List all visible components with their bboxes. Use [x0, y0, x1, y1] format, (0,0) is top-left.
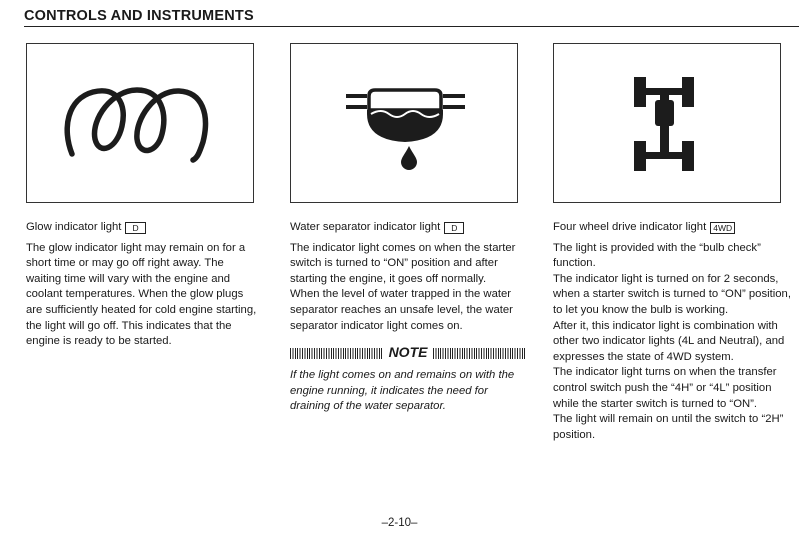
- water-separator-section: [290, 220, 526, 415]
- fourwd-paragraph: After it, this indicator light is combination with other two indicator lights (4L and Neutral), and expresses the state of 4WD system.: [553, 319, 785, 363]
- note-hatch-left: [290, 348, 383, 359]
- diesel-badge: D: [444, 222, 464, 234]
- fourwd-badge: 4WD: [710, 222, 735, 234]
- water-separator-paragraph: The indicator light comes on when the starter switch is turned to “ON” position and after starting the engine, it goes off normally.: [290, 241, 516, 285]
- glow-indicator-description: The glow indicator light may remain on for a short time or may go off right away. The waiting time will vary with the engine and coolant temperatures. When the glow plugs are sufficiently heated for cold engine starting, the light will go off. This indicates that the engine is ready to be started.: [26, 241, 257, 348]
- fourwd-indicator-caption: [553, 220, 793, 236]
- glow-indicator-title: Glow indicator light: [26, 221, 122, 233]
- water-separator-caption: [290, 220, 526, 236]
- note-label: NOTE: [388, 344, 428, 361]
- section-title: CONTROLS AND INSTRUMENTS: [24, 8, 254, 24]
- diesel-badge: D: [125, 222, 145, 234]
- glow-indicator-icon-box: [26, 43, 254, 203]
- glow-indicator-section: [26, 220, 260, 350]
- fourwd-indicator-icon-box: [553, 43, 781, 203]
- fourwd-paragraph: The light will remain on until the switch to “2H” position.: [553, 413, 784, 441]
- page-header: [24, 6, 799, 27]
- note-text: If the light comes on and remains on with the engine running, it indicates the need for draining of the water separator.: [290, 369, 515, 413]
- fourwd-indicator-title: Four wheel drive indicator light: [553, 221, 707, 233]
- fourwd-indicator-section: [553, 220, 793, 443]
- note-hatch-right: [433, 348, 526, 359]
- page-number: –2-10–: [381, 517, 418, 529]
- water-separator-icon-box: [290, 43, 518, 203]
- fourwd-paragraph: The light is provided with the “bulb check” function.: [553, 241, 761, 270]
- glow-plug-coil-icon: [27, 44, 255, 204]
- glow-indicator-caption: [26, 220, 260, 236]
- water-separator-title: Water separator indicator light: [290, 221, 441, 233]
- fourwd-paragraph: The indicator light is turned on for 2 seconds, when a starter switch is turned to “ON” position, to let you know the bulb is working.: [553, 272, 791, 316]
- water-separator-paragraph: When the level of water trapped in the water separator reaches an unsafe level, the water separator indicator light comes on.: [290, 288, 513, 332]
- four-wheel-drive-chassis-icon: [554, 44, 782, 204]
- water-separator-icon: [291, 44, 519, 204]
- fourwd-paragraph: The indicator light turns on when the transfer control switch push the “4H” or “4L” position while the starter switch is turned to “ON”.: [553, 366, 777, 410]
- note-header: [290, 344, 526, 362]
